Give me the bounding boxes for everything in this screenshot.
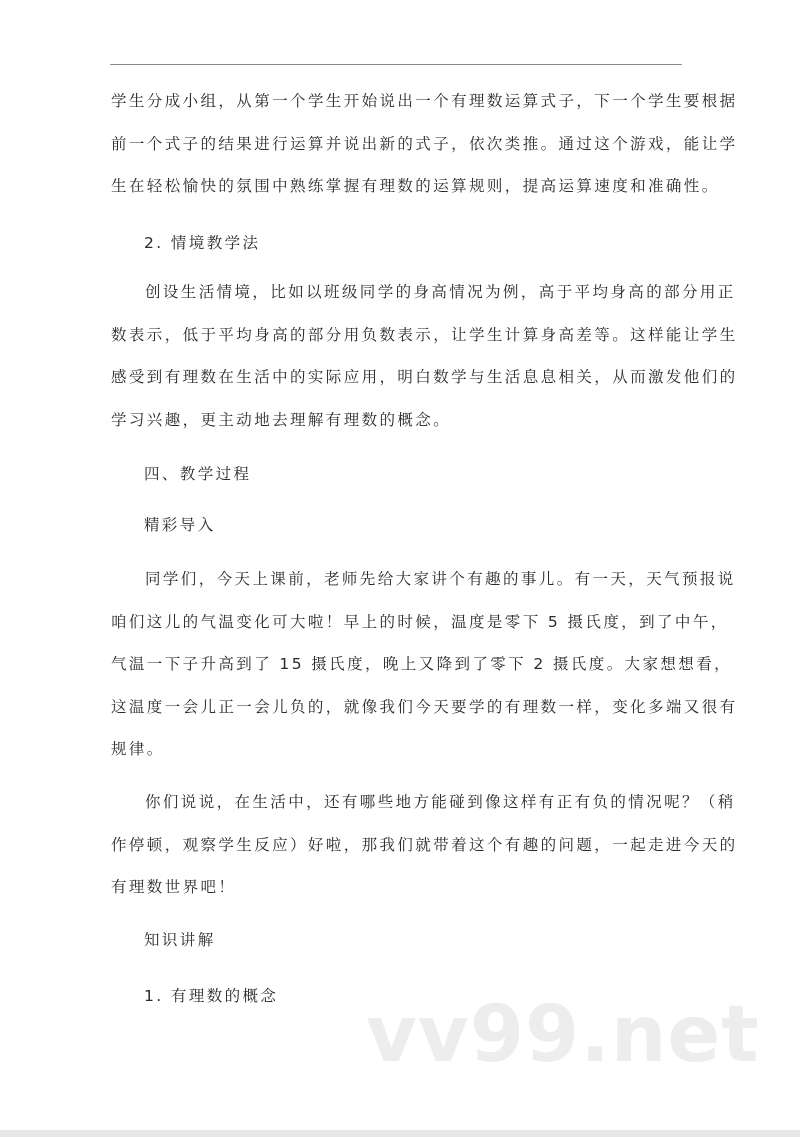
subsection-heading: 知识讲解 (144, 931, 216, 949)
paragraph-line: 作停顿，观察学生反应）好啦，那我们就带着这个有趣的问题，一起走进今天的 (111, 836, 738, 854)
paragraph-line: 学生分成小组，从第一个学生开始说出一个有理数运算式子，下一个学生要根据 (111, 92, 738, 110)
paragraph-line: 生在轻松愉快的氛围中熟练掌握有理数的运算规则，提高运算速度和准确性。 (111, 177, 720, 195)
paragraph-line: 学习兴趣，更主动地去理解有理数的概念。 (111, 411, 452, 429)
section-heading: 四、教学过程 (144, 465, 252, 483)
paragraph-line: 前一个式子的结果进行运算并说出新的式子，依次类推。通过这个游戏，能让学 (111, 135, 738, 153)
paragraph-line: 规律。 (111, 740, 165, 758)
paragraph-line: 感受到有理数在生活中的实际应用，明白数学与生活息息相关，从而激发他们的 (111, 368, 738, 386)
paragraph-line: 数表示，低于平均身高的部分用负数表示，让学生计算身高差等。这样能让学生 (111, 326, 738, 344)
section-heading: 1. 有理数的概念 (144, 987, 279, 1005)
paragraph-line: 这温度一会儿正一会儿负的，就像我们今天要学的有理数一样，变化多端又很有 (111, 698, 738, 716)
paragraph-line: 你们说说，在生活中，还有哪些地方能碰到像这样有正有负的情况呢？（稍 (145, 793, 736, 811)
paragraph-line: 同学们，今天上课前，老师先给大家讲个有趣的事儿。有一天，天气预报说 (145, 570, 736, 588)
page-bottom-edge (0, 1130, 800, 1137)
subsection-heading: 精彩导入 (144, 516, 216, 534)
paragraph-line: 创设生活情境，比如以班级同学的身高情况为例，高于平均身高的部分用正 (145, 283, 736, 301)
watermark: vv99.net (366, 990, 760, 1080)
section-heading: 2. 情境教学法 (144, 234, 261, 252)
paragraph-line: 咱们这儿的气温变化可大啦！早上的时候，温度是零下 5 摄氏度，到了中午， (111, 613, 729, 631)
header-rule (110, 64, 682, 65)
paragraph-line: 有理数世界吧！ (111, 878, 237, 896)
paragraph-line: 气温一下子升高到了 15 摄氏度，晚上又降到了零下 2 摄氏度。大家想想看， (111, 655, 732, 673)
